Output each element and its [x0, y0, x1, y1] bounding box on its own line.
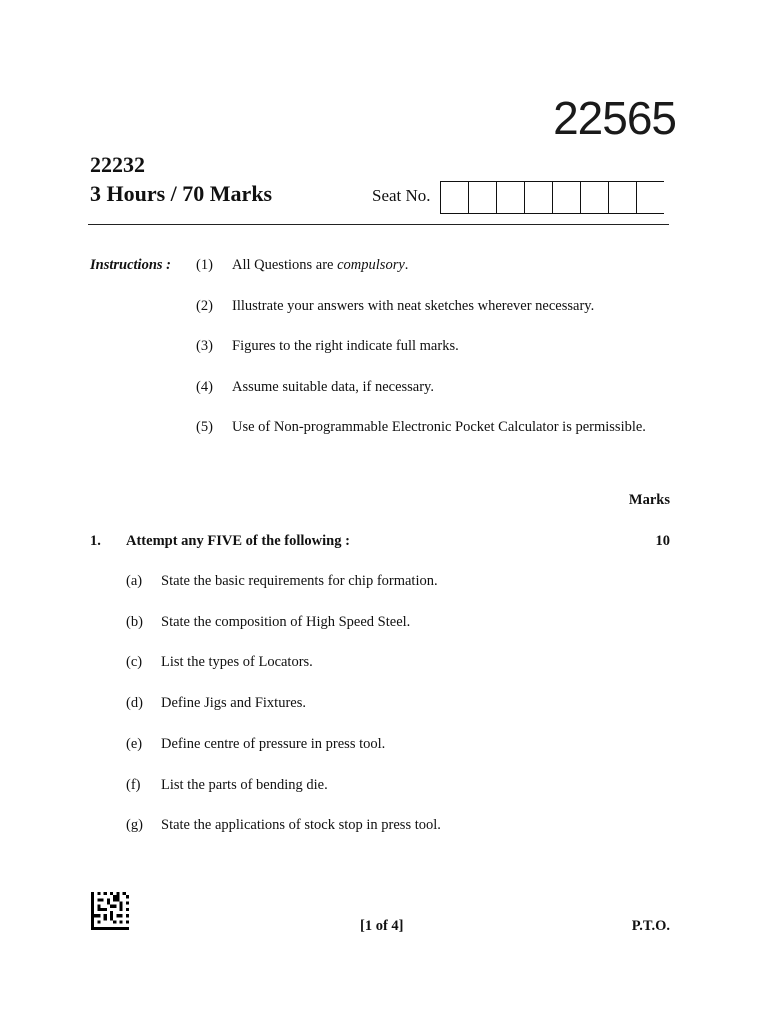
marks-column-heading: Marks: [628, 492, 670, 508]
instruction-text: [232, 337, 459, 355]
instruction-text: [232, 256, 408, 274]
question-part-label: (d): [126, 695, 143, 712]
question-part-text: List the types of Locators.: [161, 654, 313, 671]
question-number: 1.: [90, 533, 101, 549]
question-part-label: (b): [126, 613, 143, 630]
instruction-text-part: Figures to the right indicate full marks.: [232, 338, 459, 354]
instruction-number: (1): [196, 257, 213, 273]
page-indicator: [1 of 4]: [360, 918, 404, 934]
seat-number-box: [468, 182, 496, 213]
question-part-text: State the composition of High Speed Steel.: [161, 613, 411, 630]
please-turn-over: P.T.O.: [631, 918, 670, 934]
seat-number-box: [524, 182, 552, 213]
question-part-label: (a): [126, 573, 143, 589]
instruction-number: (4): [196, 378, 213, 395]
instruction-emphasis: compulsory: [337, 257, 405, 273]
question-part-label: (e): [126, 735, 143, 752]
question-marks: 10: [655, 533, 670, 549]
question-part-label: (g): [126, 817, 143, 834]
question-title: Attempt any FIVE of the following :: [126, 533, 350, 549]
seat-number-box: [580, 182, 608, 213]
paper-code: 22565: [553, 92, 676, 144]
question-part-text: List the parts of bending die.: [161, 776, 328, 793]
seat-number-box: [496, 182, 524, 213]
instruction-text-part: .: [404, 257, 409, 273]
datamatrix-code-icon: [91, 892, 129, 930]
seat-number-label: Seat No.: [372, 186, 431, 205]
instruction-text: [232, 378, 434, 396]
question-part-text: State the applications of stock stop in press tool.: [161, 817, 441, 834]
instruction-text-part: Illustrate your answers with neat sketches wherever necessary.: [232, 297, 595, 314]
instruction-number: (5): [196, 419, 213, 435]
header-divider: [88, 224, 669, 225]
seat-number-box: [608, 182, 636, 213]
subject-code: 22232: [90, 152, 145, 177]
instruction-text-part: Use of Non-programmable Electronic Pocket Calculator is permissible.: [232, 419, 646, 435]
instruction-text: [232, 418, 646, 436]
instruction-text-part: Assume suitable data, if necessary.: [232, 378, 434, 395]
seat-number-box: [552, 182, 580, 213]
question-part-text: Define Jigs and Fixtures.: [161, 695, 306, 712]
seat-number-box: [440, 182, 468, 213]
instruction-number: (2): [196, 297, 213, 314]
instruction-text-part: All Questions are: [232, 257, 338, 273]
instructions-label: Instructions :: [90, 257, 171, 273]
instruction-number: (3): [196, 338, 213, 354]
exam-duration-marks: 3 Hours / 70 Marks: [90, 181, 273, 206]
question-part-label: (c): [126, 654, 143, 671]
instruction-text: [232, 297, 594, 315]
question-part-text: Define centre of pressure in press tool.: [161, 735, 386, 752]
seat-number-boxes: [440, 181, 664, 214]
question-part-text: State the basic requirements for chip formation.: [161, 573, 438, 589]
question-part-label: (f): [126, 776, 141, 793]
seat-number-box: [636, 182, 664, 213]
